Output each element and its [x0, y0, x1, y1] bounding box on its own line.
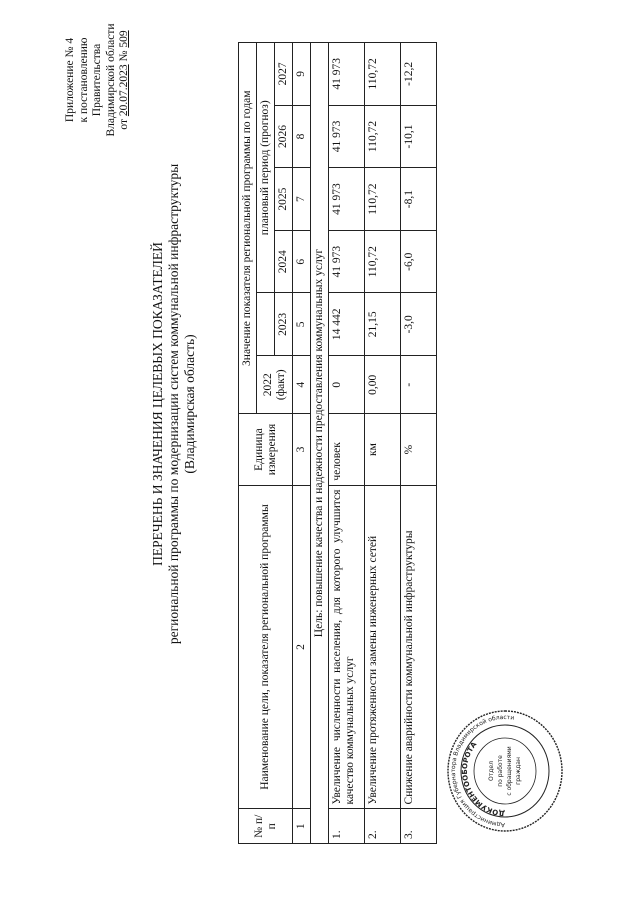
appendix-date: 20.07.2023	[118, 64, 130, 117]
stamp-center-1: Отдел	[488, 761, 495, 781]
stamp-center-2: по работе	[497, 755, 504, 787]
row-unit: км	[365, 414, 401, 485]
header-unit: Единица измерения	[239, 414, 293, 485]
stamp-ring-text: ДОКУМЕНТООБОРОТА	[460, 740, 506, 818]
colnum: 2	[293, 485, 311, 809]
header-year: 2025	[275, 168, 293, 231]
row-name: Увеличение численности населения, для которого улучшится качество коммунальных услуг	[329, 485, 365, 809]
appendix-line1: Приложение № 4	[64, 37, 76, 123]
row-unit: %	[401, 414, 437, 485]
number-prefix: №	[118, 50, 130, 62]
colnum: 7	[293, 168, 311, 231]
seal-stamp	[445, 708, 565, 834]
row-value: 110,72	[365, 168, 401, 231]
stamp-center-3: с обращениями	[506, 746, 513, 796]
row-num: 1.	[329, 809, 365, 844]
appendix-number: 509	[118, 30, 130, 48]
section-goal: Цель: повышение качества и надежности предоставления коммунальных услуг	[311, 43, 329, 844]
row-value: -10,1	[401, 105, 437, 168]
header-name: Наименование цели, показателя региональной программы	[239, 485, 293, 809]
row-value: 21,15	[365, 293, 401, 356]
stamp-outer-text: Администрация Губернатора Владимирской области	[449, 713, 515, 829]
row-value: -6,0	[401, 230, 437, 293]
table-row	[365, 43, 401, 844]
header-row-1	[239, 43, 257, 844]
colnum: 8	[293, 105, 311, 168]
row-value: 41 973	[329, 168, 365, 231]
appendix-date-line	[118, 20, 132, 140]
colnum: 1	[293, 809, 311, 844]
appendix-line2: к постановлению Правительства	[77, 37, 103, 123]
table-row	[401, 43, 437, 844]
header-num: № п/п	[239, 809, 293, 844]
column-number-row	[293, 43, 311, 844]
header-year: 2026	[275, 105, 293, 168]
colnum: 4	[293, 356, 311, 414]
row-value: 0,00	[365, 356, 401, 414]
title-line3: (Владимирская область)	[182, 334, 197, 474]
colnum: 3	[293, 414, 311, 485]
section-row	[311, 43, 329, 844]
header-year: 2023	[275, 293, 293, 356]
header-2022: 2022 (факт)	[257, 356, 293, 414]
row-value: 14 442	[329, 293, 365, 356]
row-value: 41 973	[329, 105, 365, 168]
row-value: 110,72	[365, 43, 401, 106]
row-name: Снижение аварийности коммунальной инфраструктуры	[401, 485, 437, 809]
row-value: 0	[329, 356, 365, 414]
header-blank	[257, 293, 275, 356]
colnum: 6	[293, 230, 311, 293]
row-value: -	[401, 356, 437, 414]
row-num: 3.	[401, 809, 437, 844]
indicators-table	[238, 42, 437, 844]
title-line1: ПЕРЕЧЕНЬ И ЗНАЧЕНИЯ ЦЕЛЕВЫХ ПОКАЗАТЕЛЕЙ	[150, 242, 165, 566]
colnum: 5	[293, 293, 311, 356]
row-value: -8,1	[401, 168, 437, 231]
row-value: -12,2	[401, 43, 437, 106]
row-value: 110,72	[365, 105, 401, 168]
header-year: 2027	[275, 43, 293, 106]
table-row	[329, 43, 365, 844]
header-values: Значение показателя региональной программы по годам	[239, 43, 257, 414]
row-value: 110,72	[365, 230, 401, 293]
header-year: 2024	[275, 230, 293, 293]
row-num: 2.	[365, 809, 401, 844]
row-value: 41 973	[329, 43, 365, 106]
appendix-header	[64, 20, 132, 140]
row-value: -3,0	[401, 293, 437, 356]
row-name: Увеличение протяженности замены инженерных сетей	[365, 485, 401, 809]
document-title	[150, 44, 198, 764]
row-value: 41 973	[329, 230, 365, 293]
title-line2: региональной программы по модернизации систем коммунальной инфраструктуры	[166, 163, 181, 645]
colnum: 9	[293, 43, 311, 106]
stamp-center-4: граждан	[515, 757, 522, 785]
date-prefix: от	[118, 119, 130, 130]
appendix-line3: Владимирской области	[104, 23, 117, 137]
row-unit: человек	[329, 414, 365, 485]
header-plan: плановый период (прогноз)	[257, 43, 275, 294]
